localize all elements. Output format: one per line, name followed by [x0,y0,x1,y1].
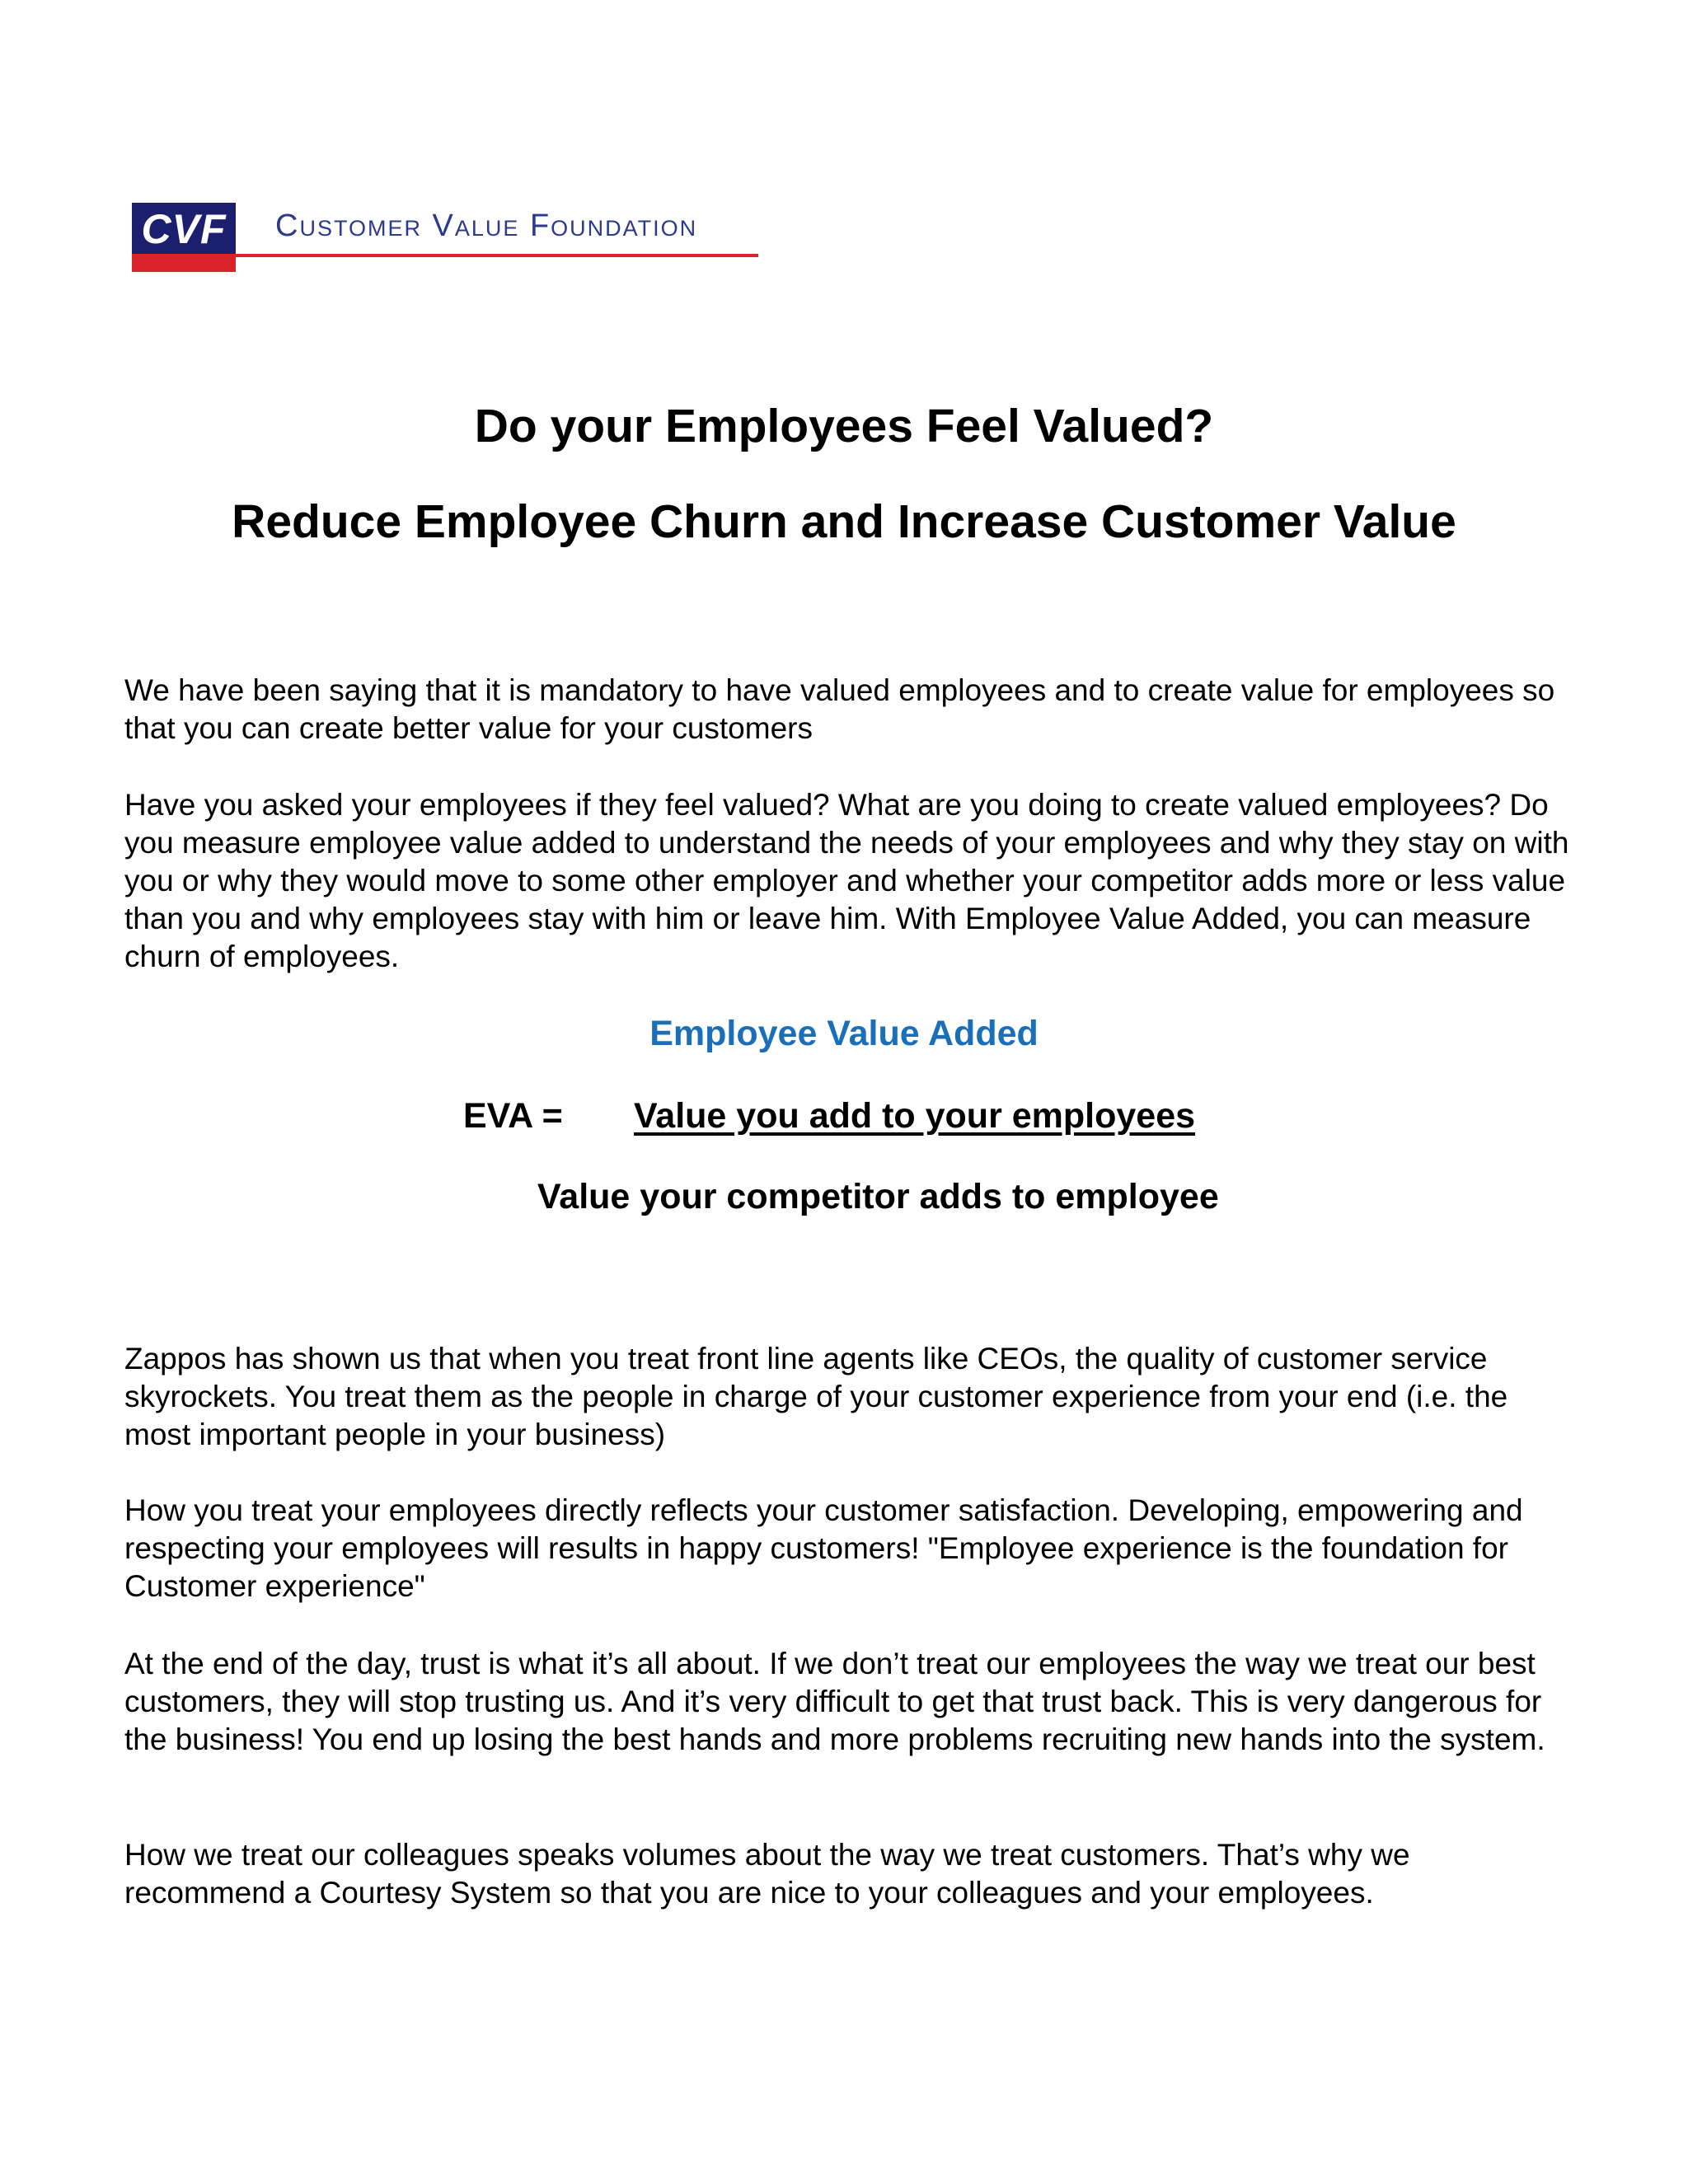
paragraph-courtesy: How we treat our colleagues speaks volumes about the way we treat customers. That’s why we recommend a Courtesy System so that you are nice to your colleagues and your employees. [124,1838,1410,1910]
paragraph-treatment: How you treat your employees directly reflects your customer satisfaction. Developing, empowering and respecting your employees will results in happy customers! "Employee experience is the foundation for Customer experience" [124,1493,1523,1603]
paragraph-intro: We have been saying that it is mandatory to have valued employees and to create value for employees so that you can create better value for your customers [124,673,1555,745]
cvf-logo [132,203,758,274]
eva-formula-denominator: Value your competitor adds to employee [537,1177,1219,1216]
page-subtitle: Reduce Employee Churn and Increase Customer Value [232,495,1456,548]
logo-box-red [132,254,236,272]
paragraph-trust: At the end of the day, trust is what it’s all about. If we don’t treat our employees the way we treat our best customers, they will stop trusting us. And it’s very difficult to get that trust back. This is very dangerous for the business! You end up losing the best hands and more problems recruiting new hands into the system. [124,1647,1545,1756]
paragraph-zappos: Zappos has shown us that when you treat front line agents like CEOs, the quality of customer service skyrockets. You treat them as the people in charge of your customer experience from your end (i.e. the most important people in your business) [124,1342,1508,1451]
eva-heading: Employee Value Added [649,1014,1039,1053]
paragraph-questions: Have you asked your employees if they feel valued? What are you doing to create valued employees? Do you measure employee value added to understand the needs of your employees and why they stay on with you or why they would move to some other employer and whether your competitor adds more or less value than you and why employees stay with him or leave him. With Employee Value Added, you can measure churn of employees. [124,788,1569,973]
eva-formula-numerator: Value you add to your employees [634,1096,1196,1136]
page-title: Do your Employees Feel Valued? [474,400,1214,452]
logo-abbreviation: CVF [141,206,227,252]
logo-name: Customer Value Foundation [275,209,698,243]
eva-formula-label: EVA = [463,1096,563,1136]
logo-underline [236,254,758,257]
